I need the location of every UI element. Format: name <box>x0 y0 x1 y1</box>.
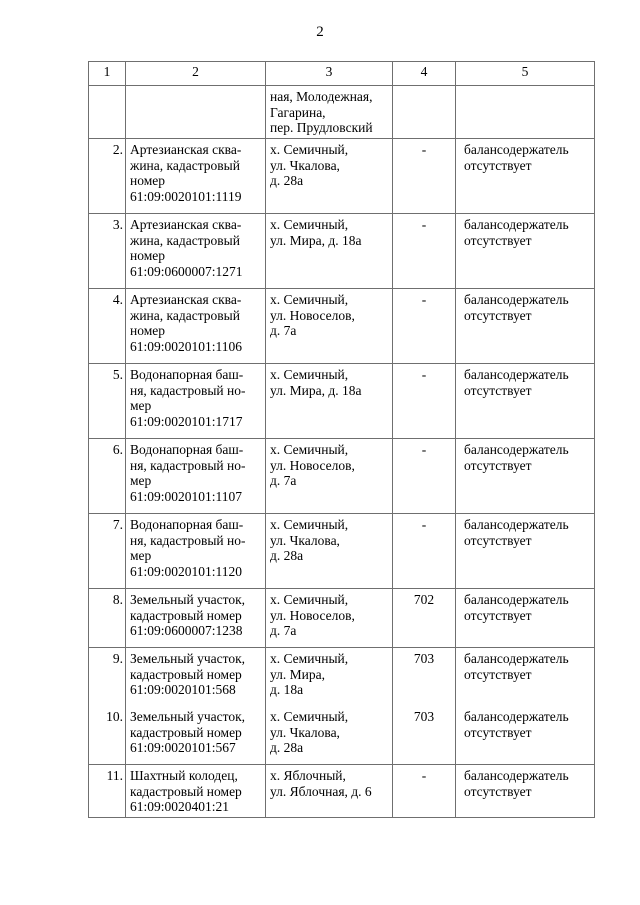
object-area: 702 <box>393 589 456 648</box>
balance-holder: балансодержатель отсутствует <box>456 139 595 214</box>
object-name: Шахтный колодец, кадастровый номер 61:09:0020401:21 <box>126 765 266 818</box>
balance-holder: балансодержатель отсутствует <box>456 439 595 514</box>
property-table <box>88 61 595 818</box>
object-name: Земельный участок, кадастровый номер 61:09:0600007:1238 <box>126 589 266 648</box>
object-area: - <box>393 214 456 289</box>
object-area: 703 <box>393 648 456 707</box>
object-area: - <box>393 364 456 439</box>
object-address: х. Семичный, ул. Новоселов, д. 7а <box>266 439 393 514</box>
object-address: х. Семичный, ул. Мира, д. 18а <box>266 364 393 439</box>
header-cell: 4 <box>393 62 456 86</box>
table-row <box>89 289 595 364</box>
object-address: х. Семичный, ул. Новоселов, д. 7а <box>266 289 393 364</box>
table-row <box>89 139 595 214</box>
object-name: Водонапорная баш- ня, кадастровый но- мер 61:09:0020101:1107 <box>126 439 266 514</box>
row-number: 2. <box>89 139 126 214</box>
row-number: 4. <box>89 289 126 364</box>
object-area: - <box>393 439 456 514</box>
object-area: 703 <box>393 706 456 765</box>
row-number: 5. <box>89 364 126 439</box>
table-row <box>89 86 595 139</box>
balance-holder: балансодержатель отсутствует <box>456 765 595 818</box>
balance-holder: балансодержатель отсутствует <box>456 289 595 364</box>
balance-holder: балансодержатель отсутствует <box>456 214 595 289</box>
balance-holder: балансодержатель отсутствует <box>456 589 595 648</box>
row-number: 9. <box>89 648 126 707</box>
row-number: 6. <box>89 439 126 514</box>
balance-holder: балансодержатель отсутствует <box>456 706 595 765</box>
balance-holder: балансодержатель отсутствует <box>456 514 595 589</box>
object-name: Водонапорная баш- ня, кадастровый но- мер 61:09:0020101:1717 <box>126 364 266 439</box>
object-address: ная, Молодежная, Гагарина, пер. Прудловский <box>266 86 393 139</box>
object-address: х. Семичный, ул. Чкалова, д. 28а <box>266 514 393 589</box>
object-name: Артезианская сква- жина, кадастровый номер 61:09:0020101:1119 <box>126 139 266 214</box>
header-cell: 3 <box>266 62 393 86</box>
row-number: 7. <box>89 514 126 589</box>
object-address: х. Семичный, ул. Мира, д. 18а <box>266 648 393 707</box>
object-name: Земельный участок, кадастровый номер 61:09:0020101:567 <box>126 706 266 765</box>
row-number: 10. <box>89 706 126 765</box>
table-row <box>89 214 595 289</box>
balance-holder <box>456 86 595 139</box>
object-area: - <box>393 514 456 589</box>
row-number: 11. <box>89 765 126 818</box>
row-number: 3. <box>89 214 126 289</box>
object-address: х. Яблочный, ул. Яблочная, д. 6 <box>266 765 393 818</box>
object-area: - <box>393 765 456 818</box>
table-row <box>89 364 595 439</box>
object-address: х. Семичный, ул. Чкалова, д. 28а <box>266 706 393 765</box>
table-row <box>89 439 595 514</box>
header-cell: 2 <box>126 62 266 86</box>
table-header-row <box>89 62 595 86</box>
row-number: 8. <box>89 589 126 648</box>
table-row <box>89 648 595 707</box>
table-row <box>89 706 595 765</box>
header-cell: 1 <box>89 62 126 86</box>
row-number <box>89 86 126 139</box>
object-name: Земельный участок, кадастровый номер 61:09:0020101:568 <box>126 648 266 707</box>
object-name <box>126 86 266 139</box>
object-area: - <box>393 139 456 214</box>
balance-holder: балансодержатель отсутствует <box>456 364 595 439</box>
object-name: Артезианская сква- жина, кадастровый номер 61:09:0020101:1106 <box>126 289 266 364</box>
object-address: х. Семичный, ул. Чкалова, д. 28а <box>266 139 393 214</box>
object-area <box>393 86 456 139</box>
object-name: Артезианская сква- жина, кадастровый номер 61:09:0600007:1271 <box>126 214 266 289</box>
balance-holder: балансодержатель отсутствует <box>456 648 595 707</box>
table-row <box>89 589 595 648</box>
object-address: х. Семичный, ул. Новоселов, д. 7а <box>266 589 393 648</box>
table-row <box>89 765 595 818</box>
object-name: Водонапорная баш- ня, кадастровый но- мер 61:09:0020101:1120 <box>126 514 266 589</box>
page-number: 2 <box>316 24 324 40</box>
object-address: х. Семичный, ул. Мира, д. 18а <box>266 214 393 289</box>
table-row <box>89 514 595 589</box>
header-cell: 5 <box>456 62 595 86</box>
object-area: - <box>393 289 456 364</box>
